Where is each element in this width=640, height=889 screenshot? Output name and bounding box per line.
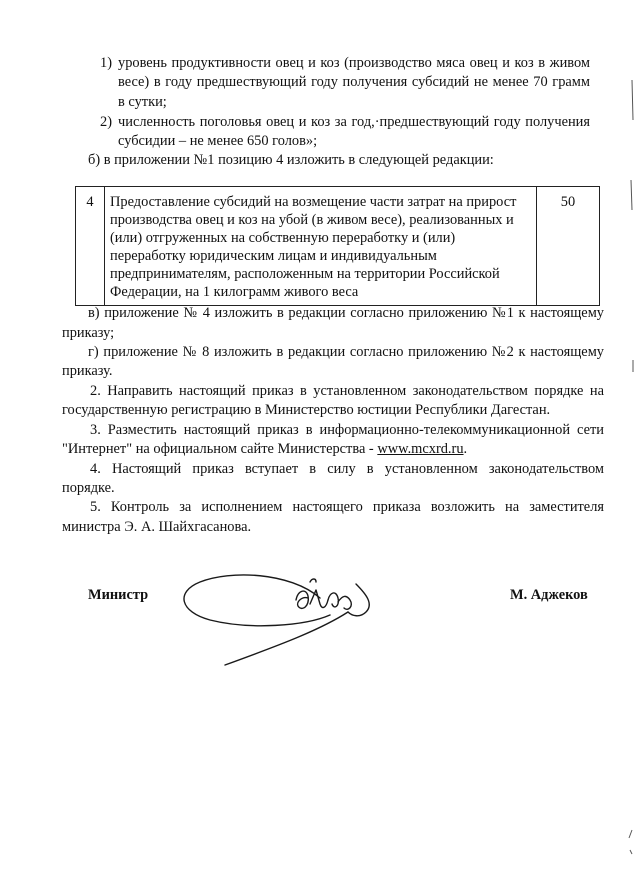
table-text-line: переработку юридическим лицам и индивидуальным — [110, 248, 437, 264]
list-item-1-line-1: уровень продуктивности овец и коз (производство мяса овец и коз в живом — [118, 55, 590, 71]
ministry-website-link[interactable]: www.mcxrd.ru — [377, 441, 464, 457]
paragraph-b: б) в приложении №1 позицию 4 изложить в следующей редакции: — [88, 152, 494, 168]
scan-edge-artifact — [626, 60, 638, 880]
item-3-text-end: . — [463, 441, 468, 457]
paragraph-v-line-1: в) приложение № 4 изложить в редакции согласно приложению №1 к настоящему — [88, 305, 604, 321]
list-item-2-line-2: субсидии – не менее 650 голов»; — [118, 133, 318, 149]
list-item-number: 1) — [100, 55, 112, 71]
position-table — [75, 186, 600, 306]
table-text-line: (или) отгруженных на собственную переработку и (или) — [110, 230, 456, 246]
paragraph-v-line-2: приказу; — [62, 325, 115, 341]
paragraph-g-line-1: г) приложение № 8 изложить в редакции согласно приложению №2 к настоящему — [88, 344, 604, 360]
item-5-line-2: министра Э. А. Шайхгасанова. — [62, 519, 252, 535]
table-cell-description — [105, 187, 537, 306]
item-3-line-1: 3. Разместить настоящий приказ в информационно-телекоммуникационной сети — [90, 422, 604, 438]
paragraph-g-line-2: приказу. — [62, 363, 113, 379]
list-item-number: 2) — [100, 114, 112, 130]
table-row — [76, 187, 600, 306]
handwritten-signature — [170, 560, 400, 675]
item-2-line-1: 2. Направить настоящий приказ в установленном законодательством порядке на — [90, 383, 604, 399]
item-4-line-1: 4. Настоящий приказ вступает в силу в установленном законодательством — [90, 461, 604, 477]
signatory-title: Министр — [88, 587, 149, 603]
item-4-line-2: порядке. — [62, 480, 115, 496]
list-item-1-line-3: в сутки; — [118, 94, 167, 110]
list-item-2-line-1: численность поголовья овец и коз за год,·предшествующий году получения — [118, 114, 590, 130]
table-cell-number: 4 — [76, 187, 105, 306]
list-item-1-line-2: весе) в году предшествующий году получения субсидий не менее 70 грамм — [118, 74, 590, 90]
table-text-line: производства овец и коз на убой (в живом весе), реализованных и — [110, 212, 514, 228]
table-text-line: Федерации, на 1 килограмм живого веса — [110, 284, 359, 300]
item-3-line-2 — [62, 440, 467, 458]
table-text-line: предпринимателям, расположенным на территории Российской — [110, 266, 500, 282]
item-3-text: "Интернет" на официальном сайте Министерства - — [62, 441, 378, 457]
signatory-name: М. Аджеков — [510, 587, 588, 603]
item-2-line-2: государственную регистрацию в Министерство юстиции Республики Дагестан. — [62, 402, 551, 418]
item-5-line-1: 5. Контроль за исполнением настоящего приказа возложить на заместителя — [90, 499, 604, 515]
table-cell-value: 50 — [537, 187, 600, 306]
table-text-line: Предоставление субсидий на возмещение части затрат на прирост — [110, 194, 517, 210]
